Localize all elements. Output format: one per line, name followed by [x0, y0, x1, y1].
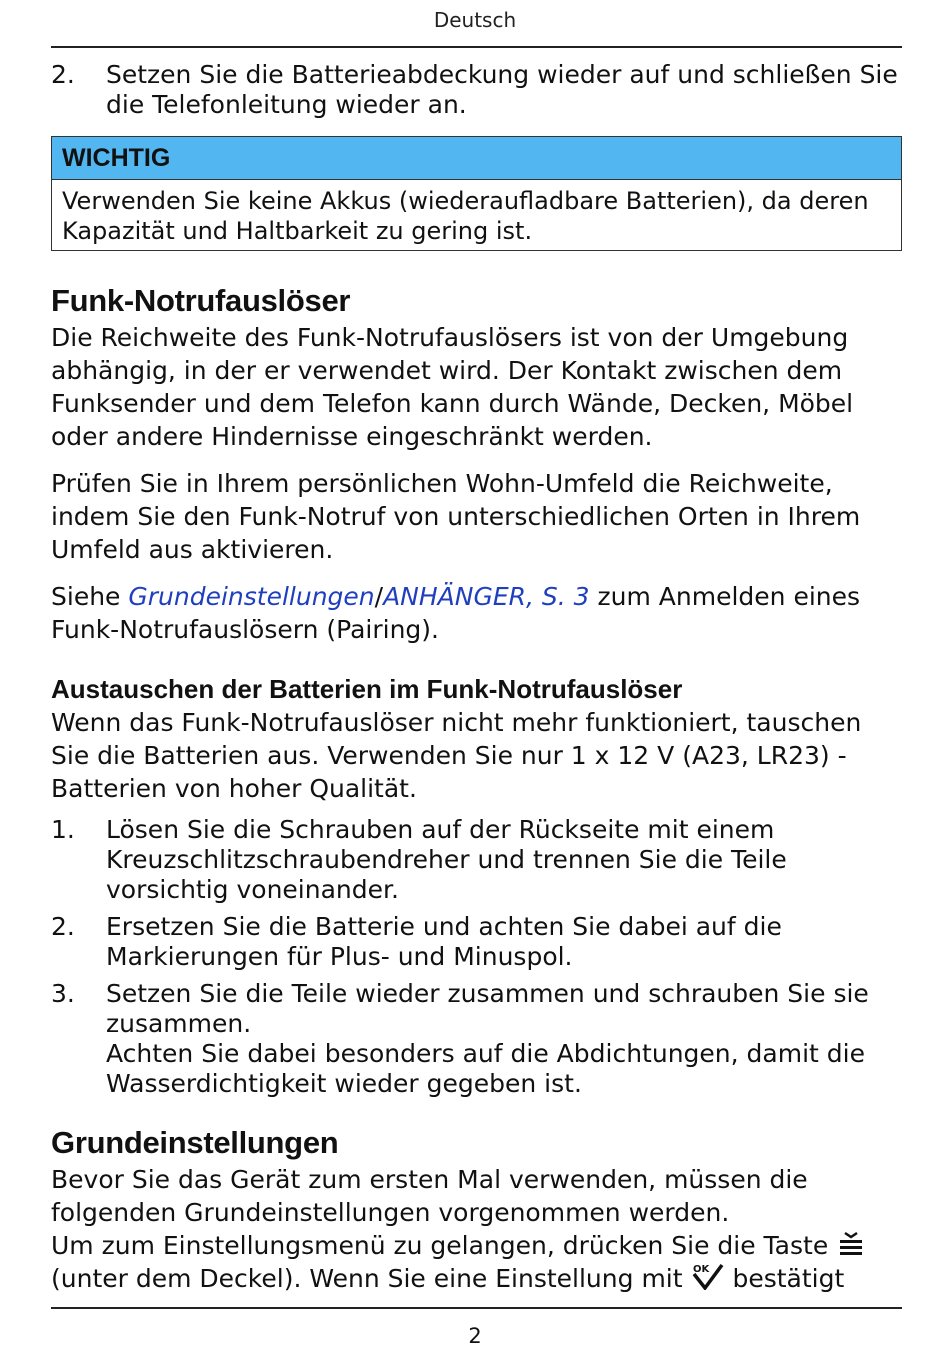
- step-text: Setzen Sie die Teile wieder zusammen und schrauben Sie sie zusammen.: [106, 979, 869, 1038]
- important-title: WICHTIG: [52, 137, 901, 180]
- heading-basic: Grundeinstellungen: [51, 1125, 339, 1160]
- link-grundeinstellungen[interactable]: Grundeinstellungen: [128, 582, 375, 611]
- heading-funk: Funk-Notrufauslöser: [51, 283, 351, 318]
- header-language: Deutsch: [433, 8, 517, 32]
- heading-battery: Austauschen der Batterien im Funk-Notrufauslöser: [51, 674, 683, 704]
- link-anhaenger[interactable]: ANHÄNGER, S. 3: [383, 582, 590, 611]
- basic-para-2-suffix: bestätigt: [732, 1264, 845, 1293]
- step-text: Ersetzen Sie die Batterie und achten Sie dabei auf die Markierungen für Plus- und Minuspol.: [106, 912, 782, 971]
- page-number: 2: [468, 1324, 482, 1348]
- funk-para-3-prefix: Siehe: [51, 582, 129, 611]
- step-text: Setzen Sie die Batterieabdeckung wieder auf und schließen Sie die Telefonleitung wieder an.: [106, 60, 898, 119]
- step-number: 3.: [51, 979, 75, 1008]
- basic-para-1: Bevor Sie das Gerät zum ersten Mal verwenden, müssen die folgenden Grundeinstellungen vorgenommen werden.: [51, 1165, 808, 1227]
- menu-icon: [836, 1231, 866, 1257]
- funk-para-3: [51, 580, 902, 646]
- step-text: Lösen Sie die Schrauben auf der Rückseite mit einem Kreuzschlitzschraubendreher und trennen Sie die Teile vorsichtig voneinander.: [106, 815, 787, 904]
- important-text: Verwenden Sie keine Akkus (wiederaufladbare Batterien), da deren Kapazität und Haltbarkeit zu gering ist.: [62, 187, 869, 245]
- footer-rule: [51, 1307, 902, 1309]
- ok-icon-label: OK: [692, 1264, 709, 1275]
- funk-para-1: Die Reichweite des Funk-Notrufauslösers ist von der Umgebung abhängig, in der er verwendet wird. Der Kontakt zwischen dem Funksender und dem Telefon kann durch Wände, Decken, Möbel oder andere Hindernisse eingeschränkt werden.: [51, 323, 854, 451]
- battery-step-1: [51, 815, 902, 905]
- basic-para-2-mid: (unter dem Deckel). Wenn Sie eine Einstellung mit: [51, 1264, 683, 1293]
- intro-step: [51, 60, 902, 120]
- step-text-2: Achten Sie dabei besonders auf die Abdichtungen, damit die Wasserdichtigkeit wieder gegeben ist.: [106, 1039, 865, 1098]
- header-rule: [51, 46, 902, 48]
- battery-para: Wenn das Funk-Notrufauslöser nicht mehr funktioniert, tauschen Sie die Batterien aus. Verwenden Sie nur 1 x 12 V (A23, LR23) -Batterien von hoher Qualität.: [51, 708, 862, 803]
- basic-para-2-prefix: Um zum Einstellungsmenü zu gelangen, drücken Sie die Taste: [51, 1231, 829, 1260]
- battery-step-2: [51, 912, 902, 972]
- step-number: 2.: [51, 60, 75, 89]
- step-number: 1.: [51, 815, 75, 844]
- link-separator: /: [374, 582, 384, 611]
- battery-step-3: [51, 979, 902, 1099]
- funk-para-3-suffix: zum Anmelden eines Funk-Notrufauslösern (Pairing).: [51, 582, 861, 644]
- page-content: [51, 60, 902, 1295]
- funk-para-2: Prüfen Sie in Ihrem persönlichen Wohn-Umfeld die Reichweite, indem Sie den Funk-Notruf von unterschiedlichen Orten in Ihrem Umfeld aus aktivieren.: [51, 469, 861, 564]
- basic-para-2: [51, 1229, 902, 1295]
- step-number: 2.: [51, 912, 75, 941]
- important-box: [51, 136, 902, 251]
- ok-check-icon: [691, 1262, 725, 1290]
